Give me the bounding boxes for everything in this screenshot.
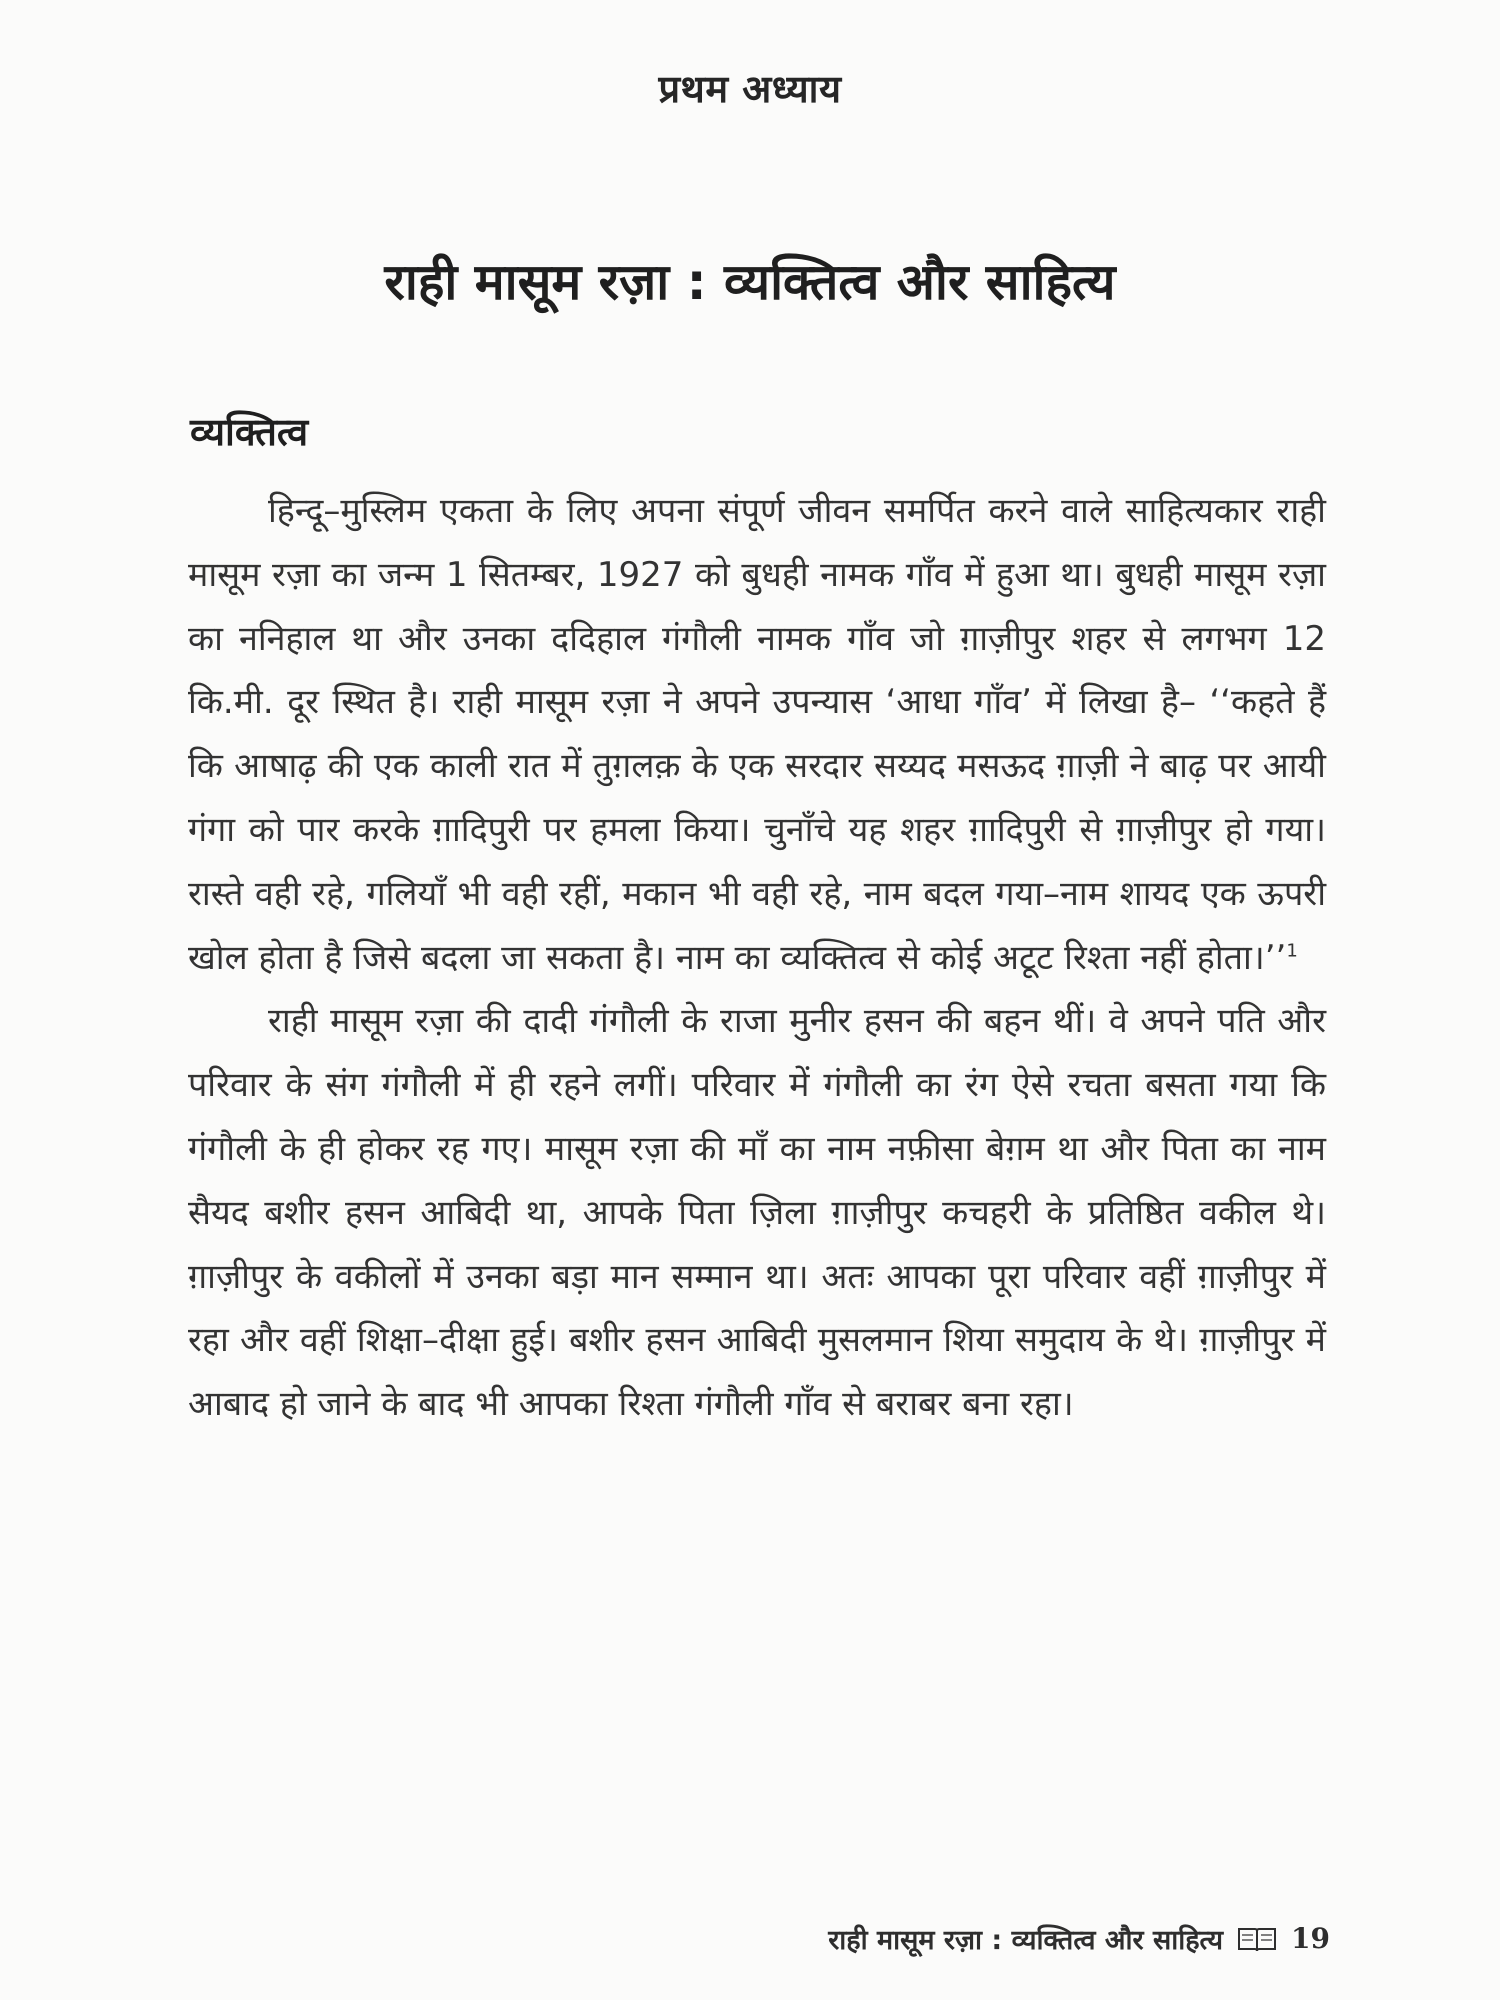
chapter-label: प्रथम अध्याय (658, 67, 842, 111)
paragraph-text: राही मासूम रज़ा की दादी गंगौली के राजा मुनीर हसन की बहन थीं। वे अपने पति और परिवार के संग गंगौली में ही रहने लगीं। परिवार में गंगौली का रंग ऐसे रचता बसता गया कि गंगौली के ही होकर रह गए। मासूम रज़ा की माँ का नाम नफ़ीसा बेग़म था और पिता का नाम सैयद बशीर हसन आबिदी था, आपके पिता ज़िला ग़ाज़ीपुर कचहरी के प्रतिष्ठित वकील थे। ग़ाज़ीपुर के वकीलों में उनका बड़ा मान सम्मान था। अतः आपका पूरा परिवार वहीं ग़ाज़ीपुर में रहा और वहीं शिक्षा–दीक्षा हुई। बशीर हसन आबिदी मुसलमान शिया समुदाय के थे। ग़ाज़ीपुर में आबाद हो जाने के बाद भी आपका रिश्ता गंगौली गाँव से बराबर बना रहा। (188, 1001, 1326, 1425)
page-number: 19 (1291, 1922, 1330, 1955)
paragraph (188, 990, 1326, 1437)
body-text (188, 480, 1326, 1437)
paragraph (188, 480, 1326, 990)
page-footer (828, 1920, 1330, 1957)
footnote-reference: 1 (1286, 940, 1298, 962)
book-icon (1237, 1925, 1277, 1953)
chapter-title: राही मासूम रज़ा : व्यक्तित्व और साहित्य (384, 253, 1116, 311)
section-heading: व्यक्तित्व (190, 410, 309, 454)
paragraph-text: हिन्दू–मुस्लिम एकता के लिए अपना संपूर्ण जीवन समर्पित करने वाले साहित्यकार राही मासूम रज़ा का जन्म 1 सितम्बर, 1927 को बुधही नामक गाँव में हुआ था। बुधही मासूम रज़ा का ननिहाल था और उनका ददिहाल गंगौली नामक गाँव जो ग़ाज़ीपुर शहर से लगभग 12 कि.मी. दूर स्थित है। राही मासूम रज़ा ने अपने उपन्यास ‘आधा गाँव’ में लिखा है– ‘‘कहते हैं कि आषाढ़ की एक काली रात में तुग़लक़ के एक सरदार सय्यद मसऊद ग़ाज़ी ने बाढ़ पर आयी गंगा को पार करके ग़ादिपुरी पर हमला किया। चुनाँचे यह शहर ग़ादिपुरी से ग़ाज़ीपुर हो गया। रास्ते वही रहे, गलियाँ भी वही रहीं, मकान भी वही रहे, नाम बदल गया–नाम शायद एक ऊपरी खोल होता है जिसे बदला जा सकता है। नाम का व्यक्तित्व से कोई अटूट रिश्ता नहीं होता।’’ (188, 491, 1326, 978)
running-title: राही मासूम रज़ा : व्यक्तित्व और साहित्य (828, 1925, 1224, 1956)
